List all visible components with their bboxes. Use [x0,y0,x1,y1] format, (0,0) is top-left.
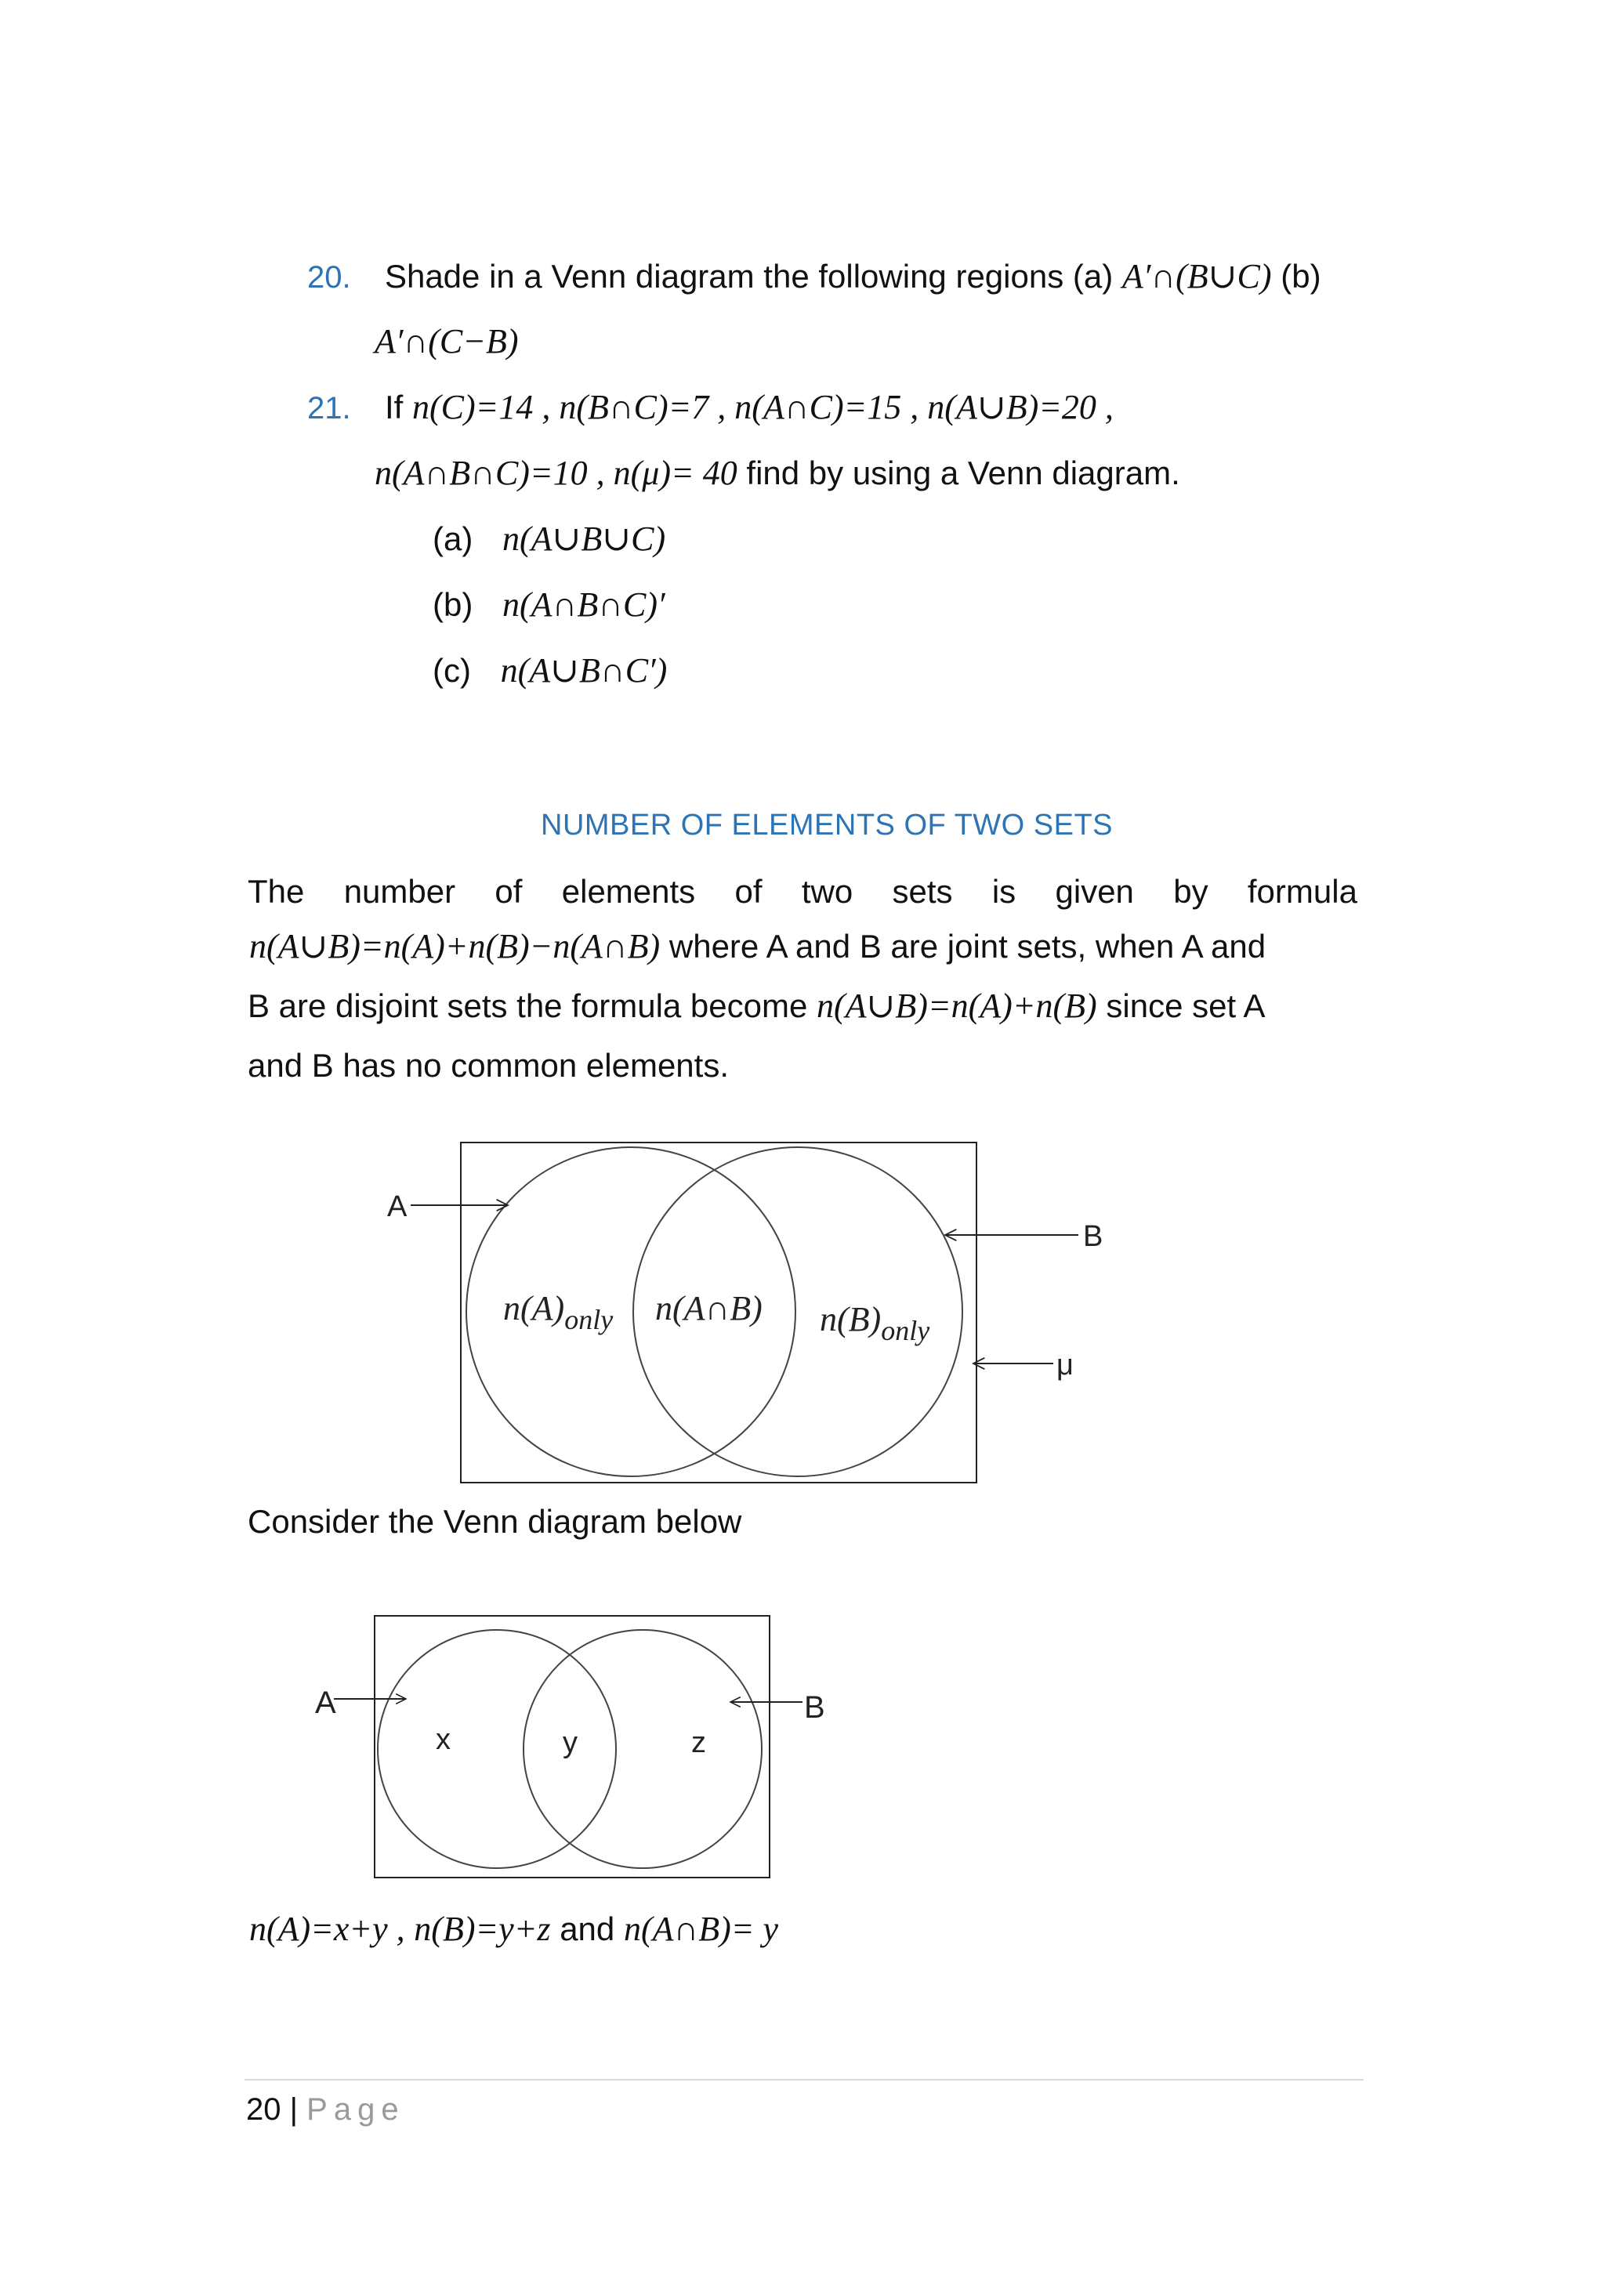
label-b: B [804,1690,825,1725]
paragraph-word: The [248,873,305,910]
set-a-circle [378,1630,616,1868]
label-a: A [315,1686,336,1720]
paragraph-word: of [734,873,763,910]
paragraph-word: given [1055,873,1134,910]
page-number: 20 [246,2092,281,2127]
part-label: (a) [433,520,473,557]
label-a: A [387,1190,408,1223]
question-text: find by using a Venn diagram. [746,454,1180,491]
paragraph-word: two [801,873,853,910]
section-heading: NUMBER OF ELEMENTS OF TWO SETS [541,809,1114,842]
paragraph-text: B are disjoint sets the formula become [248,987,808,1024]
math-expression: n(A∪B∪C) [502,520,666,558]
paragraph-word: sets [892,873,953,910]
math-expression: A′∩(B∪C) [1121,257,1272,295]
paragraph-word: of [495,873,523,910]
question-text: If [384,389,404,426]
label-b: B [1083,1220,1103,1253]
math-expression: n(A∪B)=n(A)+n(B)−n(A∩B) [249,927,661,965]
paragraph-word: by [1173,873,1208,910]
math-expression: n(C)=14 , n(B∩C)=7 , n(A∩C)=15 , n(A∪B)=20 , [411,388,1114,426]
page-word: Page [306,2092,405,2127]
question-number: 21. [307,391,351,426]
region-b-only: $n(B)_{only}$ [820,1300,930,1346]
region-intersection: n(A∩B) [655,1289,763,1327]
part-label: (b) [1281,258,1321,295]
connector-text: and [560,1910,615,1947]
region-a-only: $n(A)_{only}$ [503,1289,614,1335]
label-universal: μ [1056,1349,1074,1382]
region-z: z [691,1726,706,1759]
part-label: (b) [433,586,473,623]
paragraph-text: where A and B are joint sets, when A and [668,928,1266,965]
final-formula [249,1907,778,1951]
paragraph-word: is [991,873,1016,910]
math-expression: A′∩(C−B) [375,322,519,360]
footer-separator: | [289,2092,299,2127]
paragraph-word: elements [561,873,696,910]
math-expression: n(A∩B∩C)=10 , n(μ)= 40 [375,454,737,492]
math-expression: n(A∪B∩C′) [500,651,668,690]
footer-divider [245,2079,1364,2081]
math-expression: n(A)=x+y , [249,1910,405,1948]
math-expression: n(B)=y+z [414,1910,551,1948]
math-expression: n(A∩B)= y [623,1910,778,1948]
paragraph-word: formula [1247,873,1357,910]
math-expression: n(A∪B)=n(A)+n(B) [817,987,1097,1025]
paragraph-word: number [343,873,456,910]
region-x: x [436,1723,451,1756]
consider-text: Consider the Venn diagram below [248,1503,742,1540]
question-text: Shade in a Venn diagram the following regions (a) [384,258,1114,295]
question-number: 20. [307,260,351,295]
part-label: (c) [433,652,471,689]
paragraph-text: since set A [1106,987,1266,1024]
paragraph-text: and B has no common elements. [248,1047,730,1084]
set-b-circle [524,1630,762,1868]
math-expression: n(A∩B∩C)′ [502,585,665,624]
region-y: y [563,1726,578,1759]
page-footer [246,2088,405,2131]
